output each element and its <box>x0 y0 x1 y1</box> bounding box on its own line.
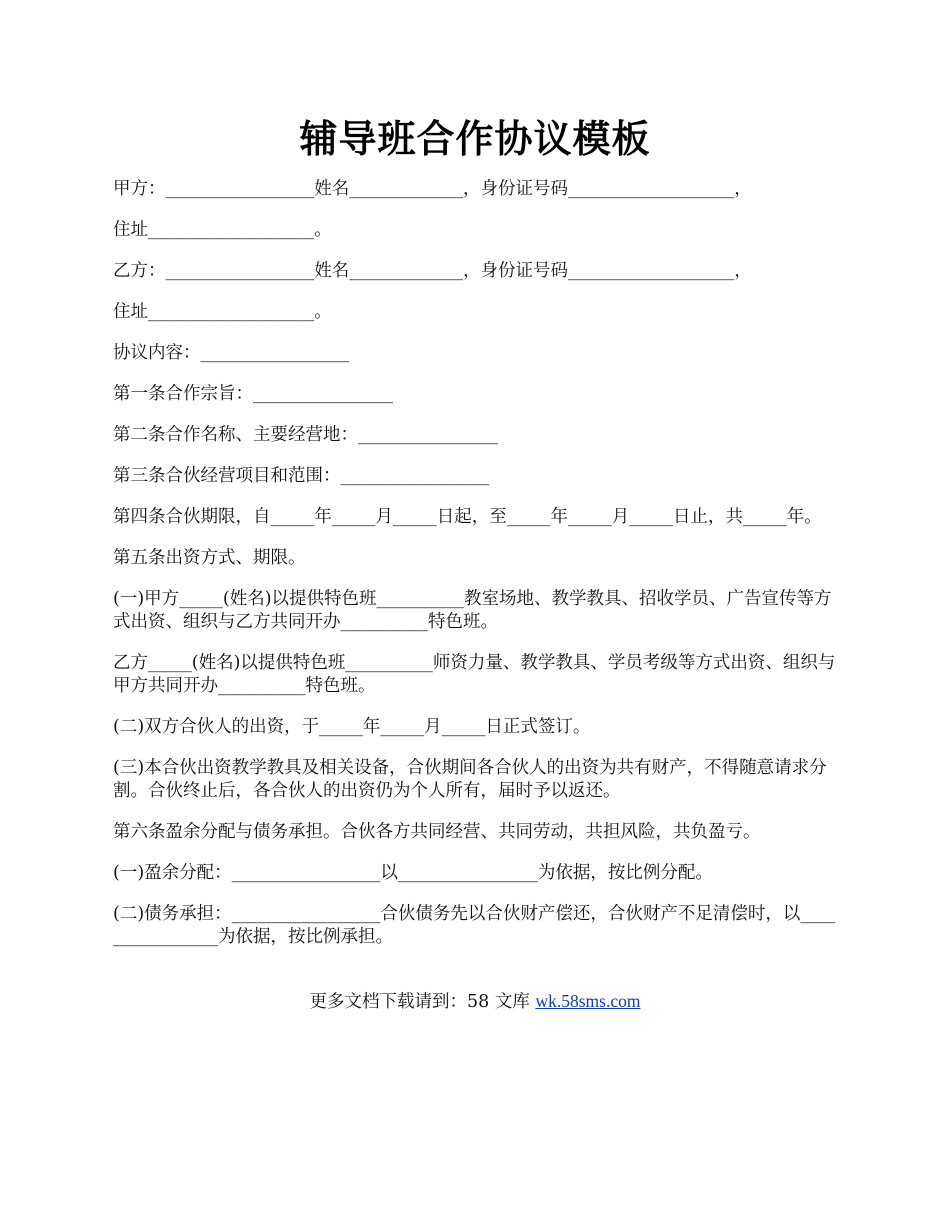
article-2: 第二条合作名称、主要经营地：________________ <box>113 425 498 445</box>
article-5-clause-3: (三)本合伙出资教学教具及相关设备，合伙期间各合伙人的出资为共有财产，不得随意请求分割。合伙终止后，各合伙人的出资仍为个人所有，届时予以返还。 <box>113 758 827 801</box>
article-1: 第一条合作宗旨：________________ <box>113 384 393 404</box>
article-3: 第三条合伙经营项目和范围：_________________ <box>113 466 490 486</box>
article-5: 第五条出资方式、期限。 <box>113 548 306 568</box>
article-6-clause-1: (一)盈余分配：_________________以________________为依据，按比例分配。 <box>113 863 713 883</box>
article-6-clause-2: (二)债务承担：_________________合伙债务先以合伙财产偿还，合伙财产不足清偿时，以________________为依据，按比例承担。 <box>113 904 836 947</box>
party-a-line: 甲方：_________________姓名_____________，身份证号码___________________， <box>113 179 752 199</box>
article-5-clause-2: (二)双方合伙人的出资，于_____年_____月_____日正式签订。 <box>113 717 591 737</box>
footer-text: 更多文档下载请到：58 文库 <box>309 992 536 1012</box>
article-5-clause-1-party-b: 乙方_____(姓名)以提供特色班__________师资力量、教学教具、学员考级等方式出资、组织与甲方共同开办__________特色班。 <box>113 653 836 696</box>
footer-link[interactable]: wk.58sms.com <box>535 991 641 1011</box>
footer <box>0 990 950 1014</box>
article-6: 第六条盈余分配与债务承担。合伙各方共同经营、共同劳动，共担风险，共负盈亏。 <box>113 822 761 842</box>
party-a-address: 住址___________________。 <box>113 220 332 240</box>
article-4: 第四条合伙期限，自_____年_____月_____日起，至_____年_____月_____日止，共_____年。 <box>113 507 822 527</box>
document-title: 辅导班合作协议模板 <box>299 116 651 161</box>
party-b-address: 住址___________________。 <box>113 302 332 322</box>
document-body <box>113 178 839 967</box>
article-5-clause-1-party-a: (一)甲方_____(姓名)以提供特色班__________教室场地、教学教具、招收学员、广告宣传等方式出资、组织与乙方共同开办__________特色班。 <box>113 589 832 632</box>
party-b-line: 乙方：_________________姓名_____________，身份证号码___________________， <box>113 261 752 281</box>
agreement-content: 协议内容：_________________ <box>113 343 350 363</box>
